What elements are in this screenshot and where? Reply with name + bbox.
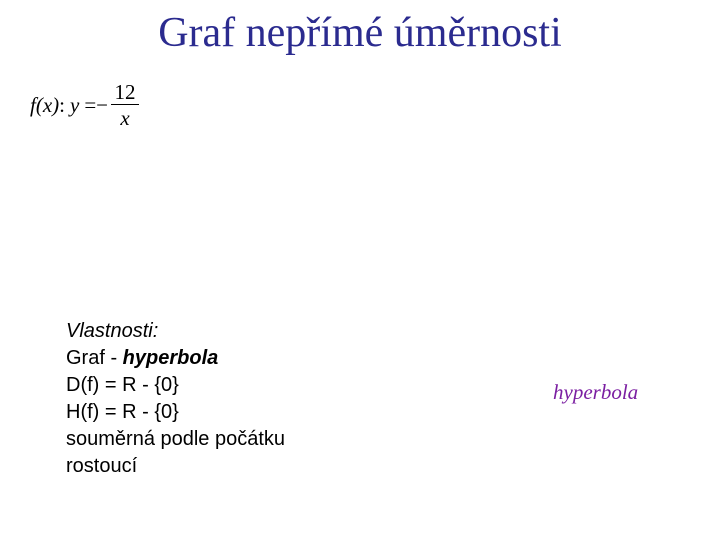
property-graph-type: hyperbola bbox=[122, 347, 219, 369]
formula-fraction bbox=[111, 80, 139, 131]
fraction-denominator: x bbox=[120, 105, 130, 130]
property-domain: D(f) = R - {0} bbox=[66, 374, 179, 396]
formula-equals: = bbox=[84, 92, 97, 117]
property-graph bbox=[66, 345, 285, 372]
formula-y: y bbox=[70, 92, 80, 117]
formula-minus: − bbox=[96, 92, 109, 117]
slide-title: Graf nepřímé úměrnosti bbox=[158, 10, 562, 56]
formula-lhs: f(x) bbox=[30, 92, 60, 117]
property-monotonicity: rostoucí bbox=[66, 455, 138, 477]
property-symmetry: souměrná podle počátku bbox=[66, 428, 286, 450]
property-range: H(f) = R - {0} bbox=[66, 401, 179, 423]
formula-colon: : bbox=[59, 92, 65, 117]
function-formula bbox=[30, 74, 139, 136]
properties-heading: Vlastnosti: bbox=[66, 320, 159, 342]
properties-list bbox=[66, 318, 285, 480]
property-graph-prefix: Graf - bbox=[66, 347, 123, 369]
fraction-numerator: 12 bbox=[114, 79, 136, 104]
graph-label: hyperbola bbox=[553, 380, 639, 404]
